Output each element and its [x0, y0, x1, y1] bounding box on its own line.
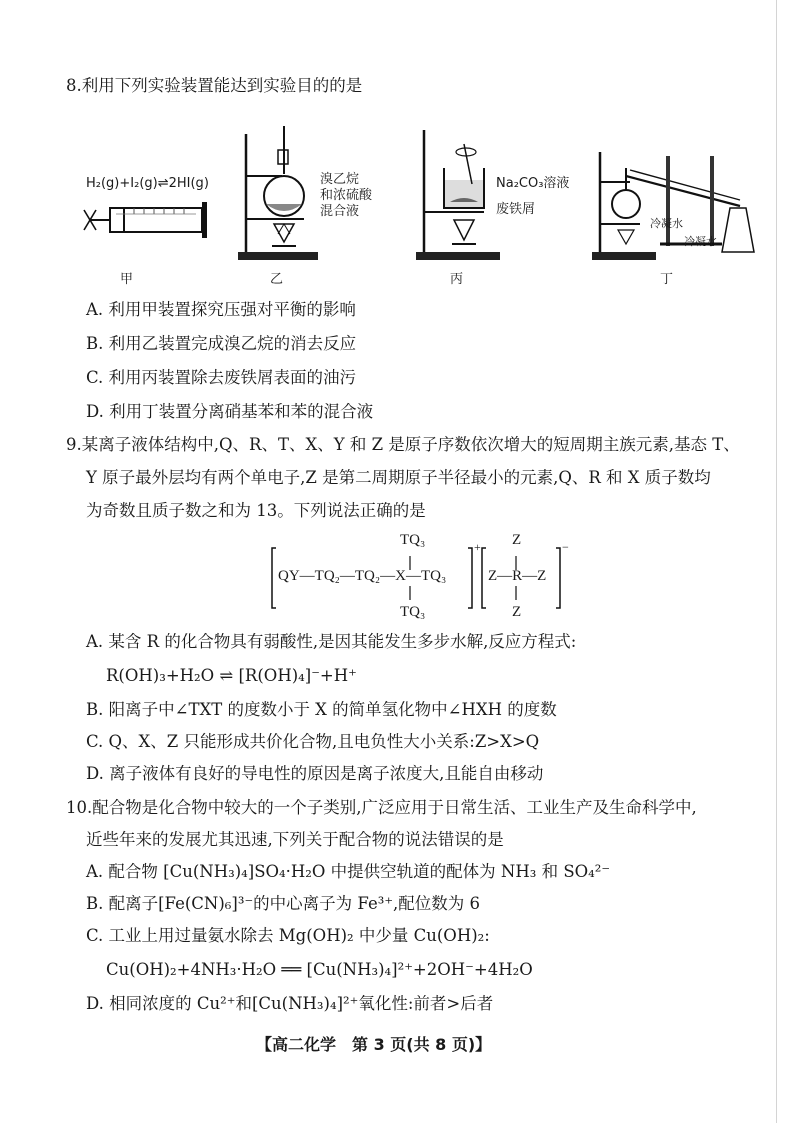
q10-option-a: A. 配合物 [Cu(NH₃)₄]SO₄·H₂O 中提供空轨道的配体为 NH₃ 和 SO₄²⁻ — [86, 862, 611, 881]
anion-top: Z — [512, 532, 522, 548]
reflux-flask-figure — [234, 124, 324, 264]
q9-option-b: B. 阳离子中∠TXT 的度数小于 X 的简单氢化物中∠HXH 的度数 — [86, 700, 557, 719]
q9-option-c: C. Q、X、Z 只能形成共价化合物,且电负性大小关系:Z>X>Q — [86, 732, 540, 751]
page-footer: 【高二化学 第 3 页(共 8 页)】 — [256, 1035, 492, 1054]
cation-chain: QY—TQ₂—TQ₂—X—TQ₃ — [278, 568, 447, 584]
q10-option-d: D. 相同浓度的 Cu²⁺和[Cu(NH₃)₄]²⁺氧化性:前者>后者 — [86, 994, 494, 1013]
fig-ding-label: 丁 — [660, 272, 674, 287]
anion-bottom: Z — [512, 604, 522, 620]
page-edge — [776, 0, 777, 1123]
fig-bing-note1: Na₂CO₃溶液 — [496, 176, 570, 191]
q9-option-a-line1: A. 某含 R 的化合物具有弱酸性,是因其能发生多步水解,反应方程式: — [86, 632, 577, 651]
fig-ding-note1: 冷凝水 — [650, 217, 683, 230]
cation-charge: + — [474, 540, 481, 554]
q10-option-c-line2: Cu(OH)₂+4NH₃·H₂O ══ [Cu(NH₃)₄]²⁺+2OH⁻+4H₂O — [106, 960, 533, 979]
q8-option-b: B. 利用乙装置完成溴乙烷的消去反应 — [86, 334, 357, 353]
q8-option-d: D. 利用丁装置分离硝基苯和苯的混合液 — [86, 402, 374, 421]
fig-yi-label: 乙 — [270, 272, 284, 287]
distillation-figure — [590, 148, 758, 264]
q9-stem-line3: 为奇数且质子数之和为 13。下列说法正确的是 — [86, 501, 426, 520]
fig-yi-note3: 混合液 — [320, 204, 360, 219]
cation-bottom-group: TQ₃ — [400, 604, 426, 620]
fig-jia-caption: H₂(g)+I₂(g)⇌2HI(g) — [86, 176, 209, 191]
anion-center: Z—R—Z — [488, 568, 547, 584]
q8-option-a: A. 利用甲装置探究压强对平衡的影响 — [86, 300, 356, 319]
syringe-figure — [76, 196, 216, 246]
q9-stem-line2: Y 原子最外层均有两个单电子,Z 是第二周期原子半径最小的元素,Q、R 和 X 质子数均 — [86, 468, 711, 487]
q10-option-c-line1: C. 工业上用过量氨水除去 Mg(OH)₂ 中少量 Cu(OH)₂: — [86, 926, 490, 945]
q9-stem-line1: 9.某离子液体结构中,Q、R、T、X、Y 和 Z 是原子序数依次增大的短周期主族元素,基态 T、 — [66, 435, 740, 454]
fig-jia-label: 甲 — [120, 272, 134, 287]
q10-option-b: B. 配离子[Fe(CN)₆]³⁻的中心离子为 Fe³⁺,配位数为 6 — [86, 894, 481, 913]
cation-top-group: TQ₃ — [400, 532, 426, 548]
q10-stem-line1: 10.配合物是化合物中较大的一个子类别,广泛应用于日常生活、工业生产及生命科学中, — [66, 798, 697, 817]
fig-bing-note2: 废铁屑 — [496, 202, 536, 217]
q8-stem: 8.利用下列实验装置能达到实验目的的是 — [66, 76, 363, 95]
fig-yi-note2: 和浓硫酸 — [320, 188, 373, 203]
q9-option-d: D. 离子液体有良好的导电性的原因是离子浓度大,且能自由移动 — [86, 764, 544, 783]
q9-option-a-line2: R(OH)₃+H₂O ⇌ [R(OH)₄]⁻+H⁺ — [106, 666, 357, 685]
fig-yi-note1: 溴乙烷 — [320, 172, 360, 187]
fig-bing-label: 丙 — [450, 272, 464, 287]
q8-option-c: C. 利用丙装置除去废铁屑表面的油污 — [86, 368, 357, 387]
anion-charge: − — [562, 540, 569, 554]
fig-ding-note2: 冷凝水 — [684, 235, 717, 248]
beaker-heating-figure — [414, 128, 504, 264]
q10-stem-line2: 近些年来的发展尤其迅速,下列关于配合物的说法错误的是 — [86, 830, 504, 849]
